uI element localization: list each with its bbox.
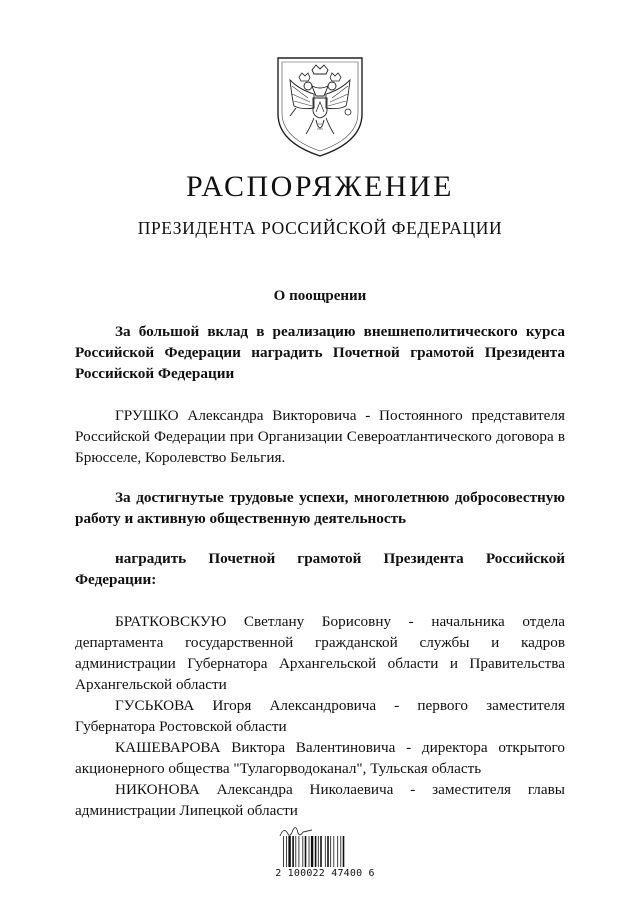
clause-paragraph-3: наградить Почетной грамотой Президента Российской Федерации: (75, 550, 565, 588)
awardee-list-item: БРАТКОВСКУЮ Светлану Борисовну - начальника отдела департамента государственной гражданской службы и кадров администрации Губернатора Архангельской области и Правительства Архангельской области (75, 613, 565, 693)
barcode-bar (327, 836, 329, 867)
document-subject: О поощрении (273, 288, 367, 304)
barcode-bar (330, 836, 331, 867)
awardee-list-item: КАШЕВАРОВА Виктора Валентиновича - директора открытого акционерного общества "Тулагорводоканал", Тульская область (75, 739, 565, 777)
barcode-bar (288, 836, 290, 867)
barcode-bar (320, 836, 322, 867)
awardee-list-item: НИКОНОВА Александра Николаевича - заместителя главы администрации Липецкой области (75, 781, 565, 819)
awardee-paragraph-1: ГРУШКО Александра Викторовича - Постоянного представителя Российской Федерации при Организации Североатлантического договора в Брюсселе, Королевство Бельгия. (75, 407, 565, 466)
barcode-bar (325, 836, 326, 867)
barcode-bar (292, 836, 294, 867)
barcode-bar (333, 836, 334, 867)
barcode-bar (311, 836, 313, 867)
barcode-icon (282, 836, 362, 867)
barcode-bar (299, 836, 300, 867)
barcode-number: 2 100022 47400 6 (275, 868, 375, 879)
barcode-bar (343, 836, 345, 867)
barcode-bar (337, 836, 338, 867)
coat-of-arms-icon (272, 50, 368, 158)
document-title: РАСПОРЯЖЕНИЕ (185, 170, 455, 203)
barcode-bar (315, 836, 317, 867)
barcode-bar (302, 836, 303, 867)
barcode-bar (286, 836, 287, 867)
barcode-bar (318, 836, 319, 867)
barcode-bar (283, 836, 284, 867)
awardee-list-item: ГУСЬКОВА Игоря Александровича - первого заместителя Губернатора Ростовской области (75, 697, 565, 735)
document-subtitle: ПРЕЗИДЕНТА РОССИЙСКОЙ ФЕДЕРАЦИИ (137, 218, 503, 238)
barcode-bar (340, 836, 341, 867)
barcode-bar (305, 836, 307, 867)
document-body (75, 321, 565, 821)
barcode-bar (309, 836, 310, 867)
clause-paragraph-2: За достигнутые трудовые успехи, многолетнюю добросовестную работу и активную общественную деятельность (75, 489, 565, 527)
barcode-bar (295, 836, 296, 867)
clause-paragraph-1: За большой вклад в реализацию внешнеполитического курса Российской Федерации наградить Почетной грамотой Президента Российской Федерации (75, 323, 565, 382)
